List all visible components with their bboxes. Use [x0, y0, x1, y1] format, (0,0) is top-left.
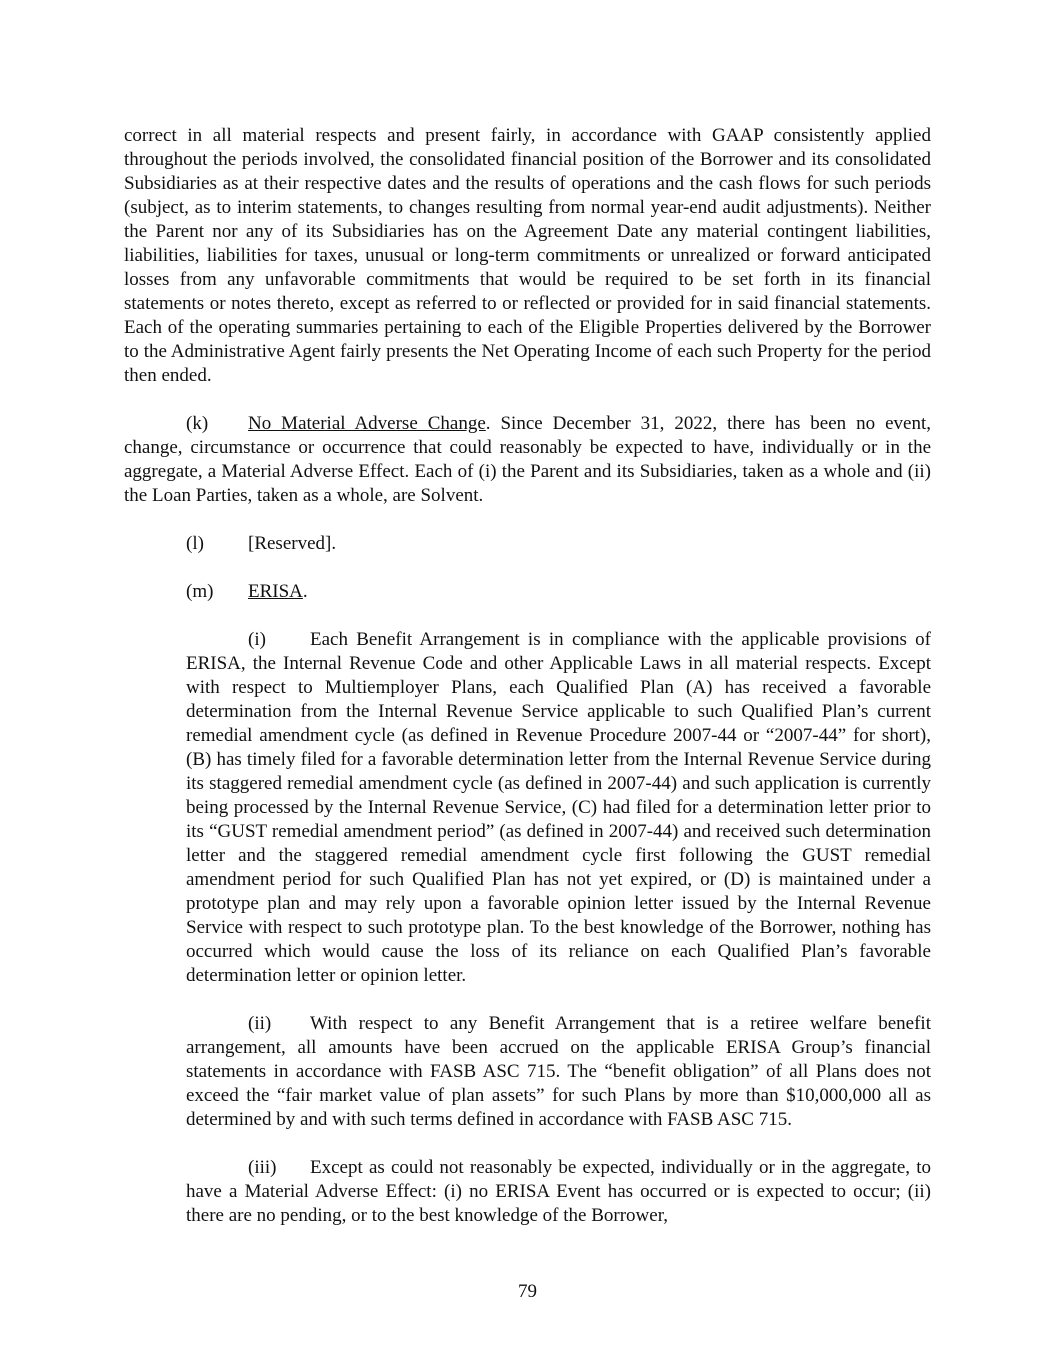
section-k-number: (k) — [186, 413, 209, 434]
subsection-m-i-number: (i) — [248, 629, 266, 650]
section-l — [124, 532, 931, 556]
section-m-number: (m) — [186, 581, 214, 602]
section-k-heading: No Material Adverse Change — [248, 413, 486, 434]
section-k — [124, 412, 931, 508]
subsection-m-iii-text: Except as could not reasonably be expected, individually or in the aggregate, to have a Material Adverse Effect: (i) no ERISA Event has occurred or is expected to occur; (ii) there are no pending, or to the best knowledge of the Borrower, — [186, 1157, 931, 1226]
section-l-text: [Reserved]. — [248, 533, 337, 554]
section-m-suffix: . — [302, 581, 308, 602]
subsection-m-iii — [186, 1156, 931, 1228]
subsection-m-ii-number: (ii) — [248, 1013, 272, 1034]
subsection-m-iii-number: (iii) — [248, 1157, 277, 1178]
page-number: 79 — [518, 1281, 537, 1302]
subsection-m-ii — [186, 1012, 931, 1132]
section-m-heading: ERISA — [248, 581, 303, 602]
subsection-m-i-text: Each Benefit Arrangement is in compliance with the applicable provisions of ERISA, the Internal Revenue Code and other Applicable Laws in all material respects. Except with respect to Multiemployer Plans, each Qualified Plan (A) has received a favorable determination from the Internal Revenue Service applicable to such Qualified Plan’s current remedial amendment cycle (as defined in Revenue Procedure 2007-44 or “2007-44” for short), (B) has timely filed for a favorable determination letter from the Internal Revenue Service during its staggered remedial amendment cycle (as defined in 2007-44) and such application is currently being processed by the Internal Revenue Service, (C) had filed for a determination letter prior to its “GUST remedial amendment period” (as defined in 2007-44) and received such determination letter and the staggered remedial amendment cycle first following the GUST remedial amendment period for such Qualified Plan has not yet expired, or (D) is maintained under a prototype plan and may rely upon a favorable opinion letter issued by the Internal Revenue Service with respect to such prototype plan. To the best knowledge of the Borrower, nothing has occurred which would cause the loss of its reliance on each Qualified Plan’s favorable determination letter or opinion letter. — [186, 629, 931, 986]
paragraph-j-continuation: correct in all material respects and present fairly, in accordance with GAAP consistently applied throughout the periods involved, the consolidated financial position of the Borrower and its consolidated Subsidiaries as at their respective dates and the results of operations and the cash flows for such periods (subject, as to interim statements, to changes resulting from normal year-end audit adjustments). Neither the Parent nor any of its Subsidiaries has on the Agreement Date any material contingent liabilities, liabilities, liabilities for taxes, unusual or long-term commitments or unrealized or forward anticipated losses from any unfavorable commitments that would be required to be set forth in its financial statements or notes thereto, except as referred to or reflected or provided for in said financial statements. Each of the operating summaries pertaining to each of the Eligible Properties delivered by the Borrower to the Administrative Agent fairly presents the Net Operating Income of each such Property for the period then ended. — [124, 125, 931, 386]
subsection-m-ii-text: With respect to any Benefit Arrangement that is a retiree welfare benefit arrangement, all amounts have been accrued on the applicable ERISA Group’s financial statements in accordance with FASB ASC 715. The “benefit obligation” of all Plans does not exceed the “fair market value of plan assets” for such Plans by more than $10,000,000 all as determined by and with such terms defined in accordance with FASB ASC 715. — [186, 1013, 931, 1130]
section-m — [124, 580, 931, 604]
section-l-number: (l) — [186, 533, 204, 554]
subsection-m-i — [186, 628, 931, 988]
section-k-text: . Since December 31, 2022, there has been no event, change, circumstance or occurrence that could reasonably be expected to have, individually or in the aggregate, a Material Adverse Effect. Each of (i) the Parent and its Subsidiaries, taken as a whole and (ii) the Loan Parties, taken as a whole, are Solvent. — [124, 413, 931, 506]
